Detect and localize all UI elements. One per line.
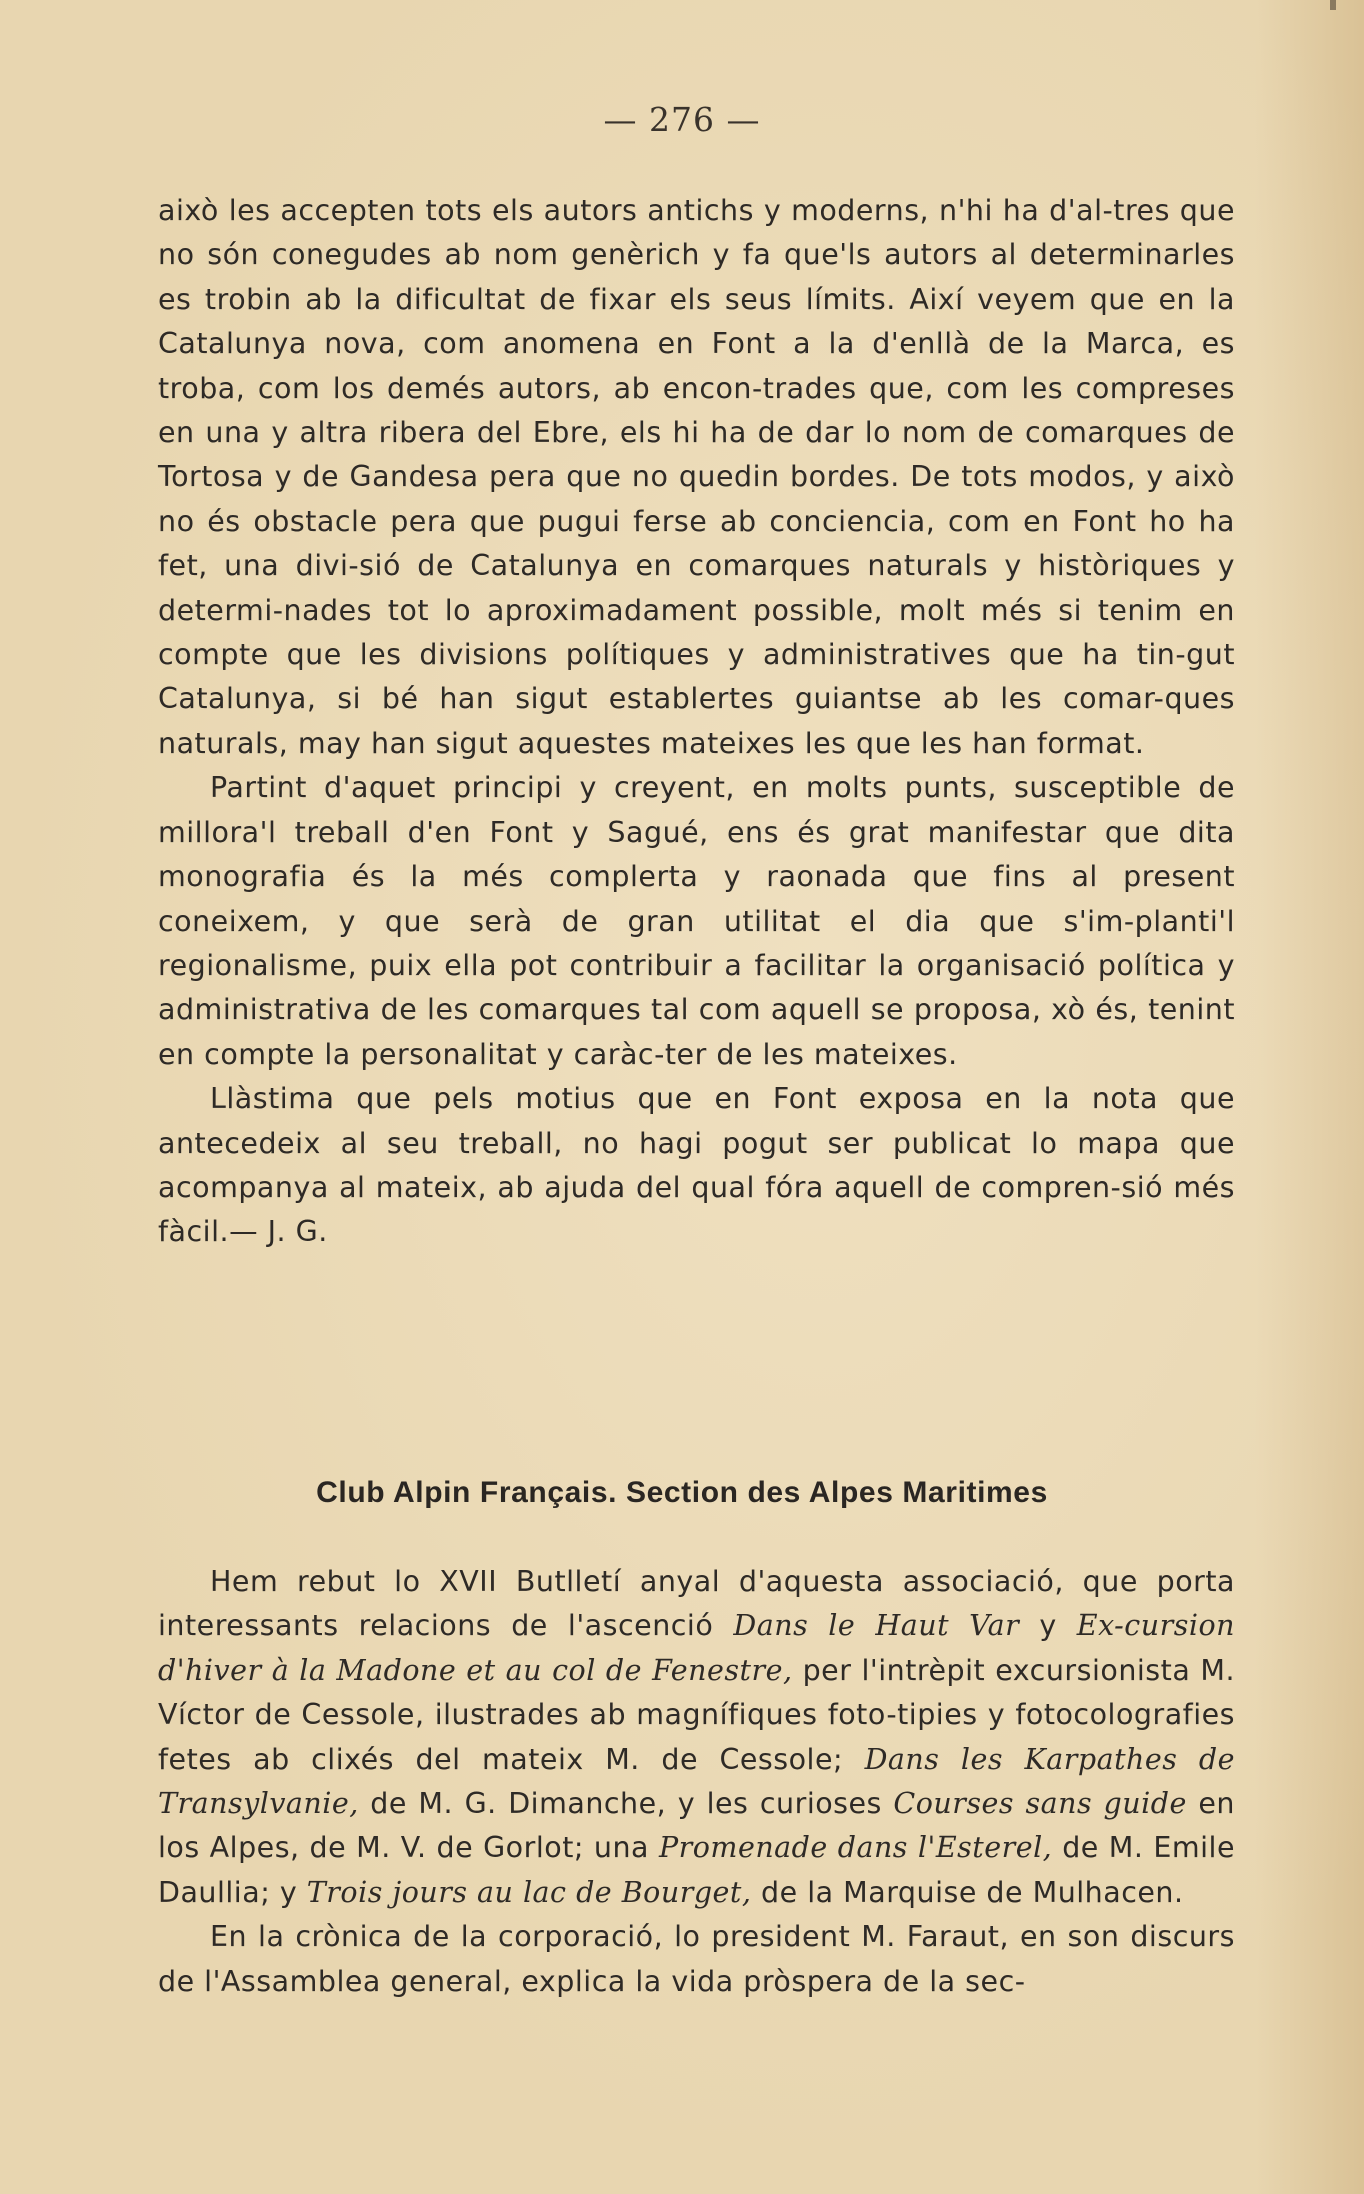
text-run: en los Alpes, de M. V. de Gorlot; una — [158, 1787, 1235, 1865]
italic-title: Ex-cursion d'hiver à la Madone et au col de Fenestre, — [158, 1609, 1235, 1687]
section-heading: Club Alpin Français. Section des Alpes Maritimes — [316, 1476, 1048, 1509]
italic-title: Promenade dans l'Esterel, — [658, 1831, 1053, 1865]
paragraph: Partint d'aquet principi y creyent, en molts punts, susceptible de millora'l treball d'en Font y Sagué, ens és grat manifestar que dita monografia és la més complerta y raonada que fins al present coneixem, y que serà de gran utilitat el dia que s'im-planti'l regionalisme, puix ella pot contribuir a facilitar la organisació política y administrativa de les comarques tal com aquell se proposa, xò és, tenint en compte la personalitat y caràc-ter de les mateixes. — [158, 771, 1235, 1071]
paragraph: això les accepten tots els autors antichs y moderns, n'hi ha d'al-tres que no són conegudes ab nom genèrich y fa que'ls autors al determinarles es trobin ab la dificultat de fixar els seus límits. Així veyem que en la Catalunya nova, com anomena en Font a la d'enllà de la Marca, es troba, com los demés autors, ab encon-trades que, com les compreses en una y altra ribera del Ebre, els hi ha de dar lo nom de comarques de Tortosa y de Gandesa pera que no quedin bordes. De tots modos, y això no és obstacle pera que pugui ferse ab conciencia, com en Font ho ha fet, una divi-sió de Catalunya en comarques naturals y històriques y determi-nades tot lo aproximadament possible, molt més si tenim en compte que les divisions polítiques y administratives que ha tin-gut Catalunya, si bé han sigut establertes guiantse ab les comar-ques naturals, may han sigut aquestes mateixes les que les han format. — [158, 194, 1235, 760]
text-run: per l'intrèpit excursionista M. Víctor de Cessole, ilustrades ab magnífiques foto-tipies y fotocolografies fetes ab clixés del mateix M. de Cessole; — [158, 1653, 1236, 1776]
paragraph: En la crònica de la corporació, lo president M. Faraut, en son discurs de l'Assamblea general, explica la vida pròspera de la sec- — [158, 1920, 1235, 1998]
club-section-text — [158, 1560, 1235, 2004]
italic-title: Dans le Haut Var — [733, 1609, 1020, 1643]
paragraph: Llàstima que pels motius que en Font exposa en la nota que antecedeix al seu treball, no hagi pogut ser publicat lo mapa que acompanya al mateix, ab ajuda del qual fóra aquell de compren-sió més fàcil.— J. G. — [158, 1082, 1235, 1249]
page-corner-mark — [1330, 0, 1336, 10]
text-run: de M. Emile Daullia; y — [158, 1831, 1235, 1909]
review-continued-text — [158, 189, 1235, 1255]
text-run: de M. G. Dimanche, y les curioses — [358, 1787, 894, 1821]
italic-title: Trois jours au lac de Bourget, — [306, 1875, 752, 1909]
text-run: Hem rebut lo XVII Butlletí anyal d'aquesta associació, que porta interessants relacions de l'ascenció — [158, 1565, 1235, 1643]
italic-title: Dans les Karpathes de Transylvanie, — [158, 1742, 1235, 1821]
page-number: — 276 — — [603, 100, 761, 139]
text-run: y — [1019, 1609, 1077, 1643]
italic-title: Courses sans guide — [893, 1787, 1187, 1821]
text-run: de la Marquise de Mulhacen. — [751, 1875, 1184, 1909]
paragraph — [158, 1560, 1235, 1915]
